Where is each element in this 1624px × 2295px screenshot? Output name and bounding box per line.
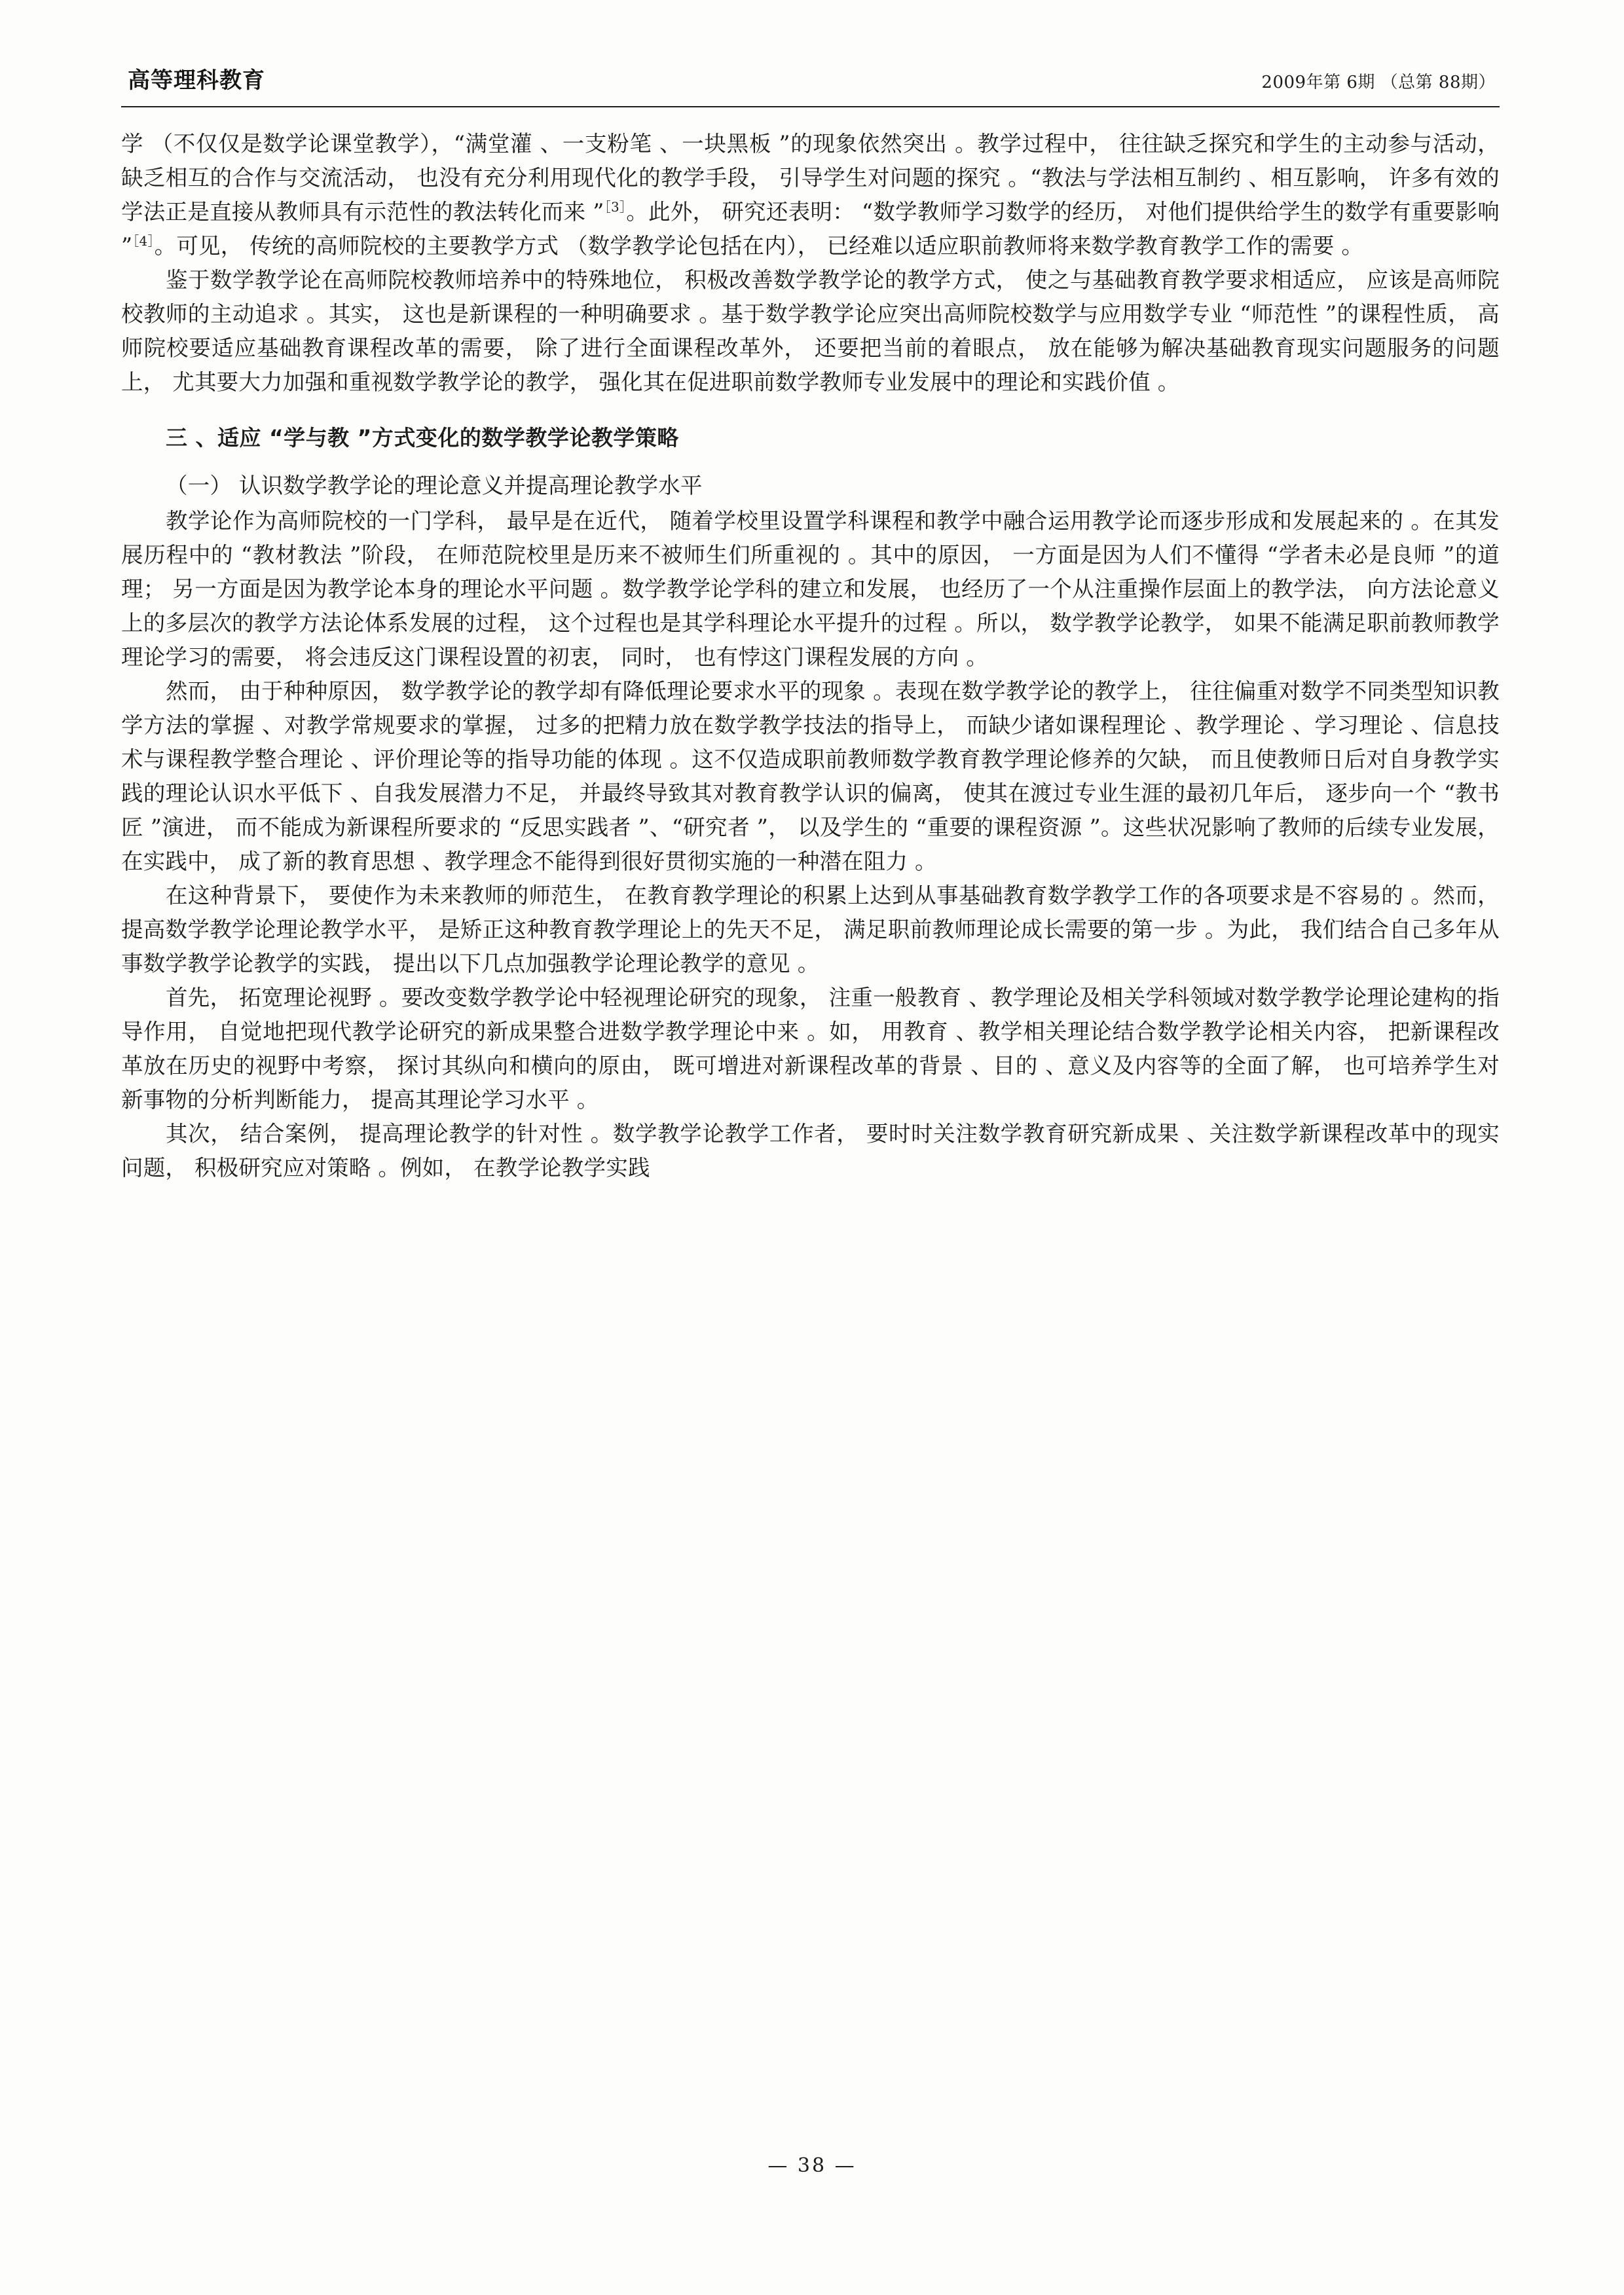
paragraph-continued: [121, 127, 1500, 263]
reference-marker-4: ［4］: [132, 232, 155, 249]
paragraph-text-2: 。此外， 研究还表明： “数学教师学习数学的经历， 对他们提供给学生的数学有重要影响 ”: [121, 199, 1500, 259]
header-divider: [121, 106, 1500, 107]
reference-marker-3: ［3］: [604, 198, 627, 215]
page-number: — 38 —: [767, 2154, 857, 2177]
paragraph-3: 教学论作为高师院校的一门学科， 最早是在近代， 随着学校里设置学科课程和教学中融合运用教学论而逐步形成和发展起来的 。在其发展历程中的 “教材教法 ”阶段， 在师范院校里是历来不被师生们所重视的 。其中的原因， 一方面是因为人们不懂得 “学者未必是良师 ”的道理； 另一方面是因为教学论本身的理论水平问题 。数学教学论学科的建立和发展， 也经历了一个从注重操作层面上的教学法， 向方法论意义上的多层次的教学方法论体系发展的过程， 这个过程也是其学科理论水平提升的过程 。所以， 数学教学论教学， 如果不能满足职前教师教学理论学习的需要， 将会违反这门课程设置的初衷， 同时， 也有悖这门课程发展的方向 。: [121, 508, 1500, 670]
paragraph-text-3: 。可见， 传统的高师院校的主要教学方式 （数学教学论包括在内）， 已经难以适应职前教师将来数学教育教学工作的需要 。: [154, 233, 1364, 259]
page-header: [121, 62, 1500, 94]
page-content: [121, 62, 1500, 1185]
paragraph-7: 其次， 结合案例， 提高理论教学的针对性 。数学教学论教学工作者， 要时时关注数学教育研究新成果 、关注数学新课程改革中的现实问题， 积极研究应对策略 。例如， 在教学论教学实践: [121, 1121, 1500, 1181]
subsection-heading: （一） 认识数学教学论的理论意义并提高理论教学水平: [166, 473, 703, 498]
paragraph-6: 首先， 拓宽理论视野 。要改变数学教学论中轻视理论研究的现象， 注重一般教育 、教学理论及相关学科领域对数学教学论理论建构的指导作用， 自觉地把现代教学论研究的新成果整合进数学教学理论中来 。如， 用教育 、教学相关理论结合数学教学论相关内容， 把新课程改革放在历史的视野中考察， 探讨其纵向和横向的原由， 既可增进对新课程改革的背景 、目的 、意义及内容等的全面了解， 也可培养学生对新事物的分析判断能力， 提高其理论学习水平 。: [121, 985, 1500, 1112]
paragraph-4: 然而， 由于种种原因， 数学教学论的教学却有降低理论要求水平的现象 。表现在数学教学论的教学上， 往往偏重对数学不同类型知识教学方法的掌握 、对教学常规要求的掌握， 过多的把精力放在数学教学技法的指导上， 而缺少诸如课程理论 、教学理论 、学习理论 、信息技术与课程教学整合理论 、评价理论等的指导功能的体现 。这不仅造成职前教师数学教育教学理论修养的欠缺， 而且使教师日后对自身教学实践的理论认识水平低下 、自我发展潜力不足， 并最终导致其对教育教学认识的偏离， 使其在渡过专业生涯的最初几年后， 逐步向一个 “教书匠 ”演进， 而不能成为新课程所要求的 “反思实践者 ”、“研究者 ”， 以及学生的 “重要的课程资源 ”。这些状况影响了教师的后续专业发展， 在实践中， 成了新的教育思想 、教学理念不能得到很好贯彻实施的一种潜在阻力 。: [121, 678, 1500, 874]
article-body: [121, 127, 1500, 1185]
section-heading: 三 、适应 “学与教 ”方式变化的数学教学论教学策略: [166, 425, 679, 450]
journal-title: 高等理科教育: [128, 67, 265, 94]
paragraph-2: 鉴于数学教学论在高师院校教师培养中的特殊地位， 积极改善数学教学论的教学方式， 使之与基础教育教学要求相适应， 应该是高师院校教师的主动追求 。其实， 这也是新课程的一种明确要求 。基于数学教学论应突出高师院校数学与应用数学专业 “师范性 ”的课程性质， 高师院校要适应基础教育课程改革的需要， 除了进行全面课程改革外， 还要把当前的着眼点， 放在能够为解决基础教育现实问题服务的问题上， 尤其要大力加强和重视数学教学论的教学， 强化其在促进职前数学教师专业发展中的理论和实践价值 。: [121, 267, 1500, 395]
paragraph-5: 在这种背景下， 要使作为未来教师的师范生， 在教育教学理论的积累上达到从事基础教育数学教学工作的各项要求是不容易的 。然而， 提高数学教学论理论教学水平， 是矫正这种教育教学理论上的先天不足， 满足职前教师理论成长需要的第一步 。为此， 我们结合自己多年从事数学教学论教学的实践， 提出以下几点加强教学论理论教学的意见 。: [121, 883, 1500, 976]
paragraph-text: 学 （不仅仅是数学论课堂教学），“满堂灌 、一支粉笔 、一块黑板 ”的现象依然突出 。教学过程中， 往往缺乏探究和学生的主动参与活动， 缺乏相互的合作与交流活动， 也没有充分利用现代化的教学手段， 引导学生对问题的探究 。“教法与学法相互制约 、相互影响， 许多有效的学法正是直接从教师具有示范性的教法转化而来 ”: [121, 131, 1500, 225]
issue-info: 2009年第 6期 （总第 88期）: [1261, 73, 1496, 92]
